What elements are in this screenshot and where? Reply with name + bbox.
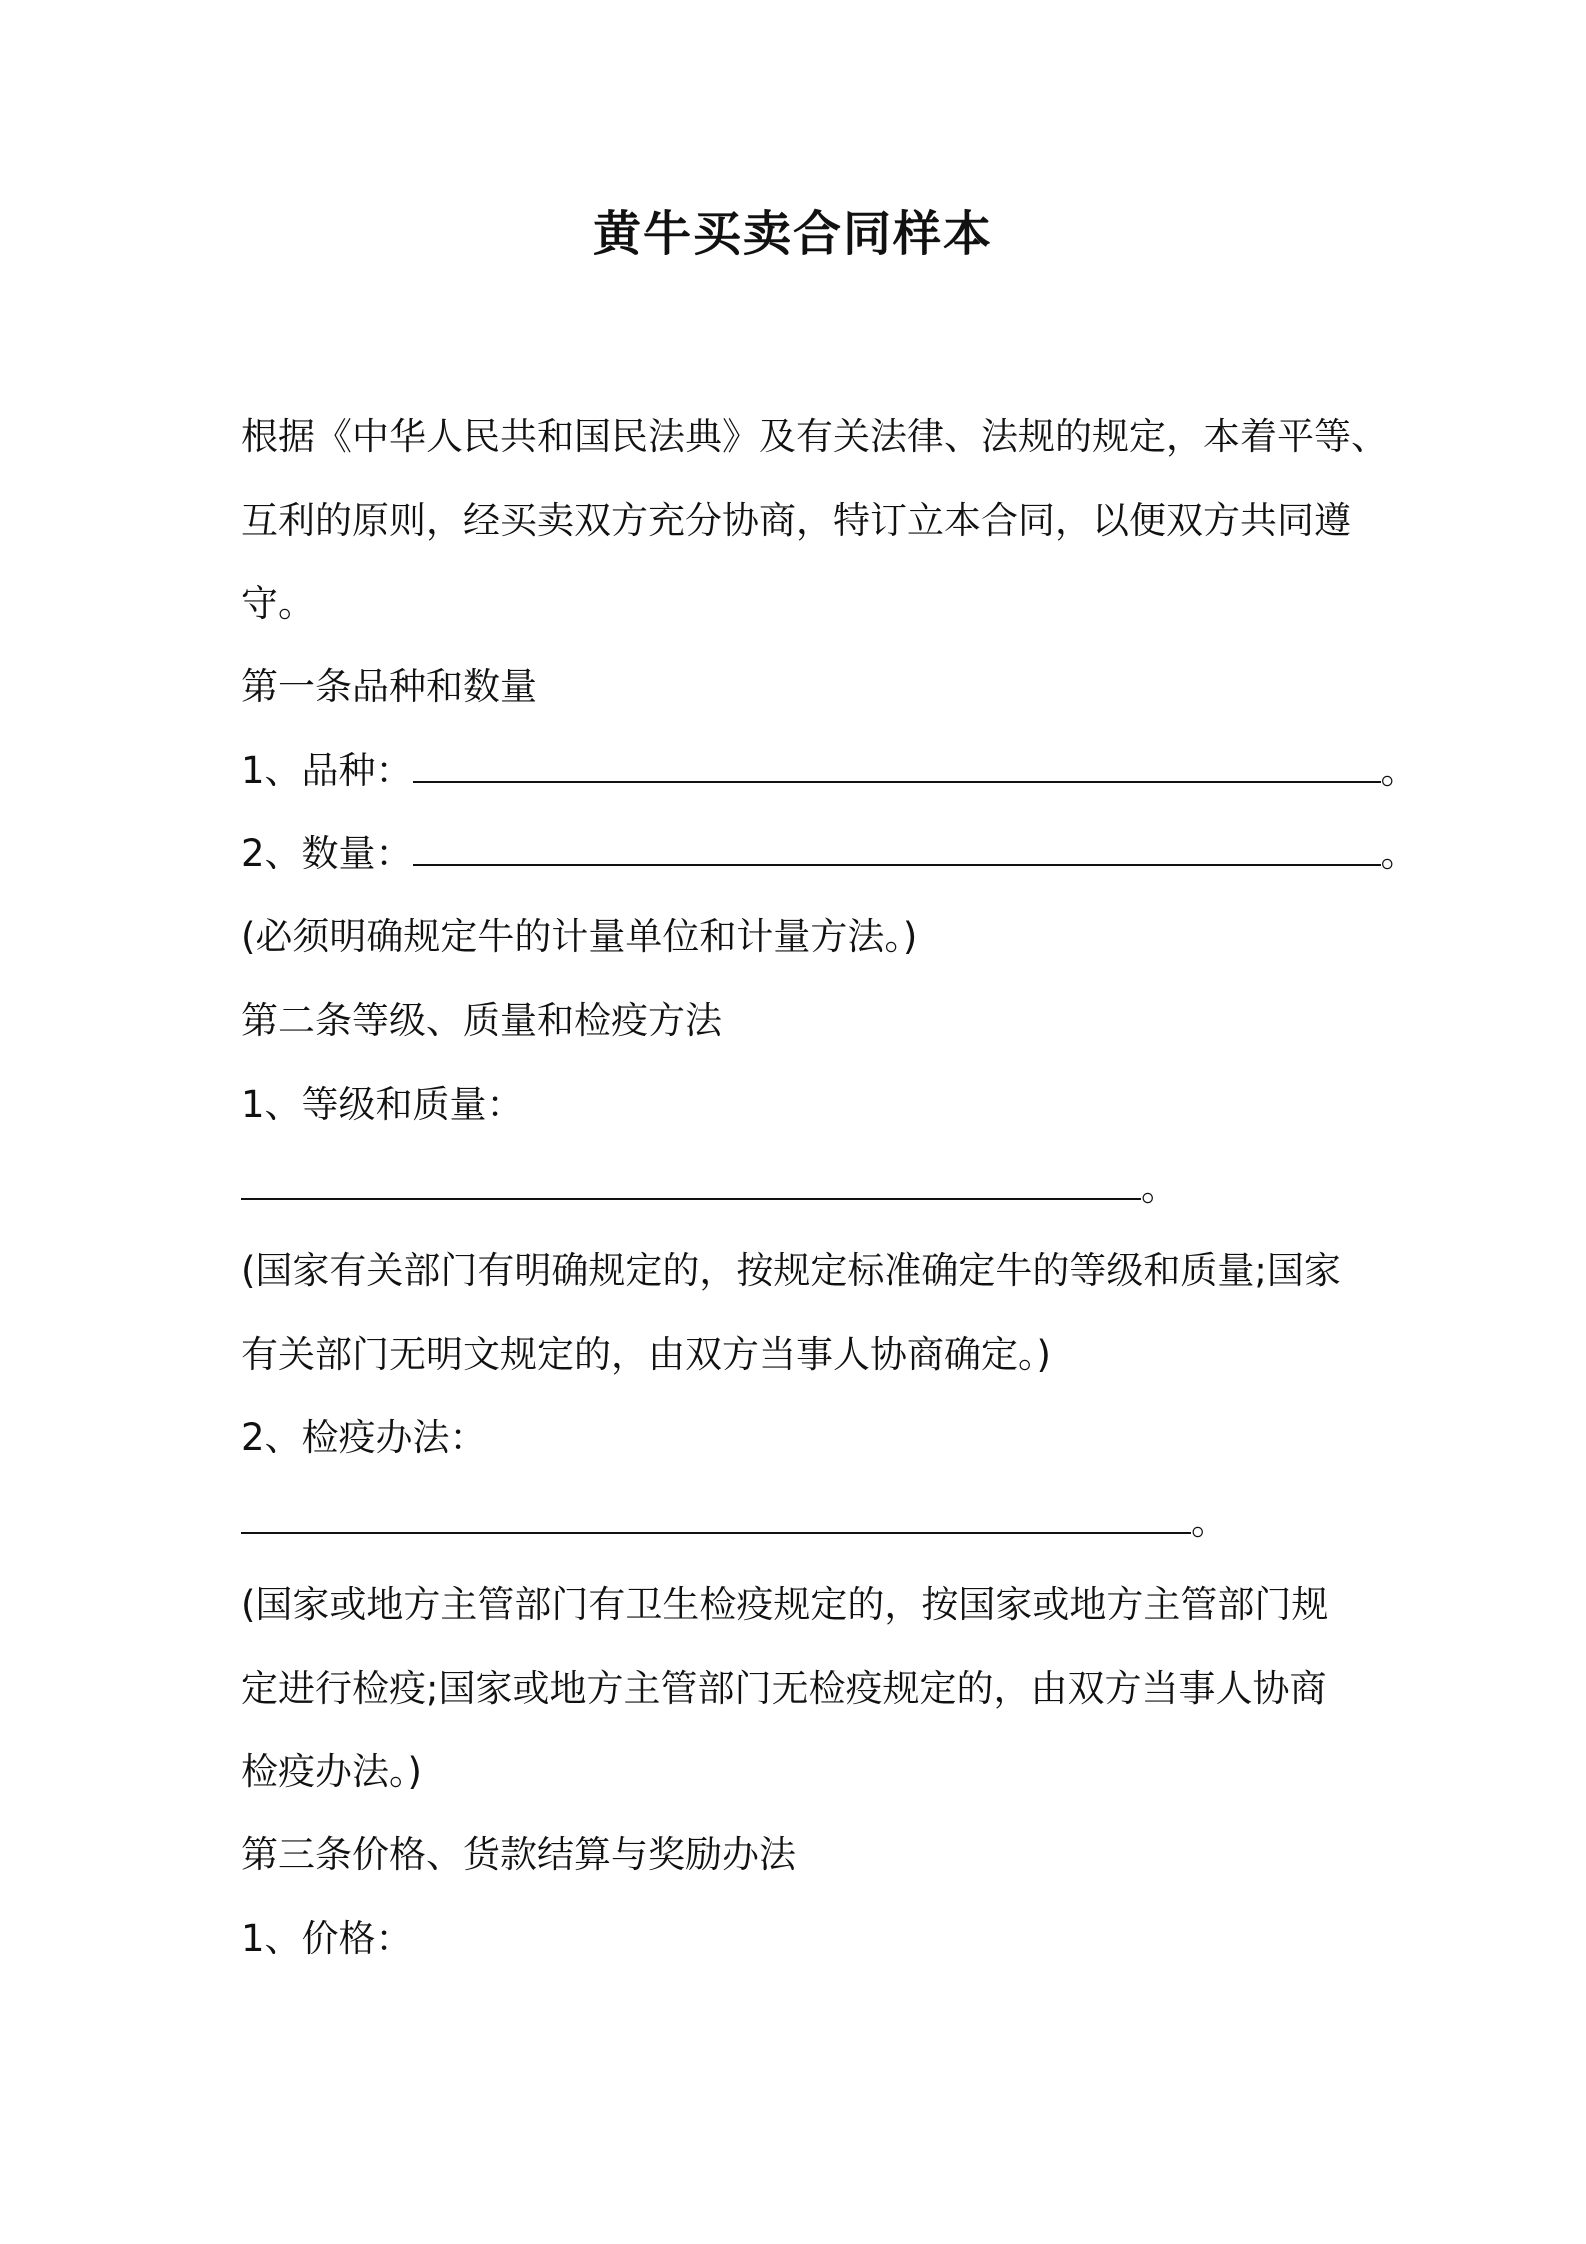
article-1-note: (必须明确规定牛的计量单位和计量方法。) (241, 915, 918, 958)
article-2-note-1-line-2: 有关部门无明文规定的，由双方当事人协商确定。) (241, 1333, 1051, 1376)
quarantine-field-row (241, 1500, 1228, 1543)
article-2-note-2-line-2: 定进行检疫;国家或地方主管部门无检疫规定的，由双方当事人协商 (241, 1667, 1327, 1710)
intro-line-3: 守。 (241, 582, 315, 625)
article-1-heading: 第一条品种和数量 (241, 665, 537, 708)
quantity-blank-end: 。 (1380, 832, 1418, 875)
quarantine-label: 2、检疫办法： (241, 1416, 487, 1459)
variety-field-row (241, 749, 1418, 792)
article-2-note-1-line-1: (国家有关部门有明确规定的，按规定标准确定牛的等级和质量;国家 (241, 1249, 1341, 1292)
intro-line-1: 根据《中华人民共和国民法典》及有关法律、法规的规定，本着平等、 (241, 415, 1388, 458)
variety-blank-line[interactable] (413, 781, 1381, 783)
grade-quality-blank-end: 。 (1141, 1166, 1178, 1209)
document-title: 黄牛买卖合同样本 (592, 206, 993, 262)
grade-quality-blank-line[interactable] (241, 1198, 1141, 1200)
quantity-blank-line[interactable] (413, 864, 1381, 866)
article-2-note-2-line-3: 检疫办法。) (241, 1750, 422, 1793)
variety-blank-end: 。 (1380, 749, 1418, 792)
price-label: 1、价格： (241, 1917, 413, 1960)
variety-label: 1、品种： (241, 749, 413, 792)
intro-line-2: 互利的原则，经买卖双方充分协商，特订立本合同，以便双方共同遵 (241, 499, 1351, 542)
quantity-field-row (241, 832, 1418, 875)
article-3-heading: 第三条价格、货款结算与奖励办法 (241, 1833, 796, 1876)
article-2-note-2-line-1: (国家或地方主管部门有卫生检疫规定的，按国家或地方主管部门规 (241, 1583, 1329, 1626)
quantity-label: 2、数量： (241, 832, 413, 875)
article-2-heading: 第二条等级、质量和检疫方法 (241, 999, 722, 1042)
grade-quality-field-row (241, 1166, 1178, 1209)
quarantine-blank-end: 。 (1191, 1500, 1228, 1543)
quarantine-blank-line[interactable] (241, 1532, 1191, 1534)
grade-quality-label: 1、等级和质量： (241, 1083, 524, 1126)
